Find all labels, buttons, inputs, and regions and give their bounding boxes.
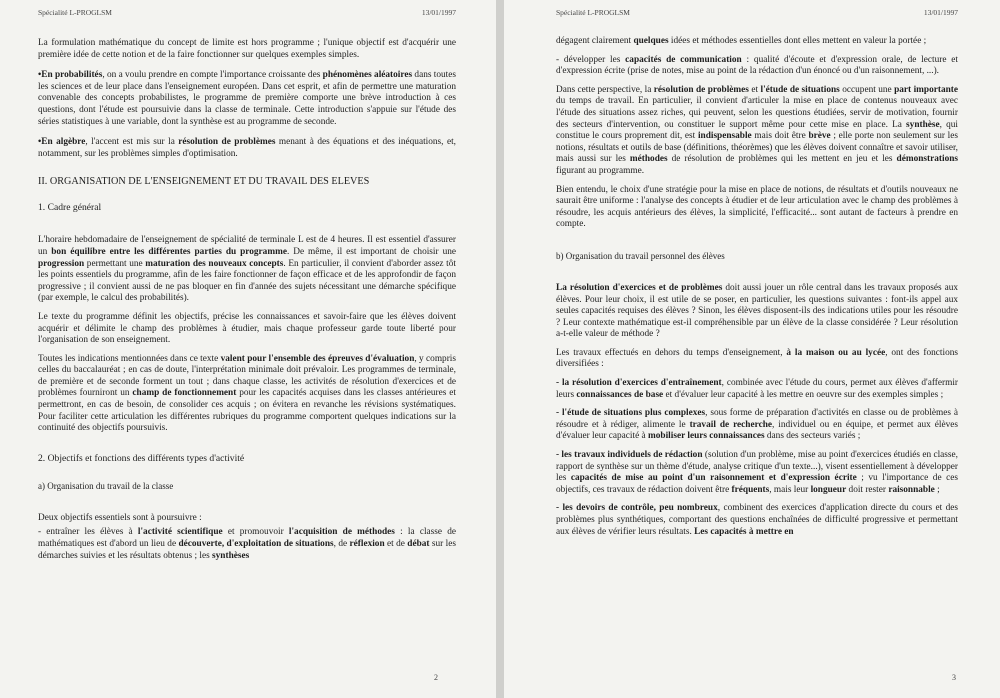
text-run: figurant au programme. bbox=[556, 165, 645, 176]
bold-text: part importante bbox=[894, 84, 959, 95]
paragraph-strategie: Bien entendu, le choix d'une stratégie pour la mise en place de notions, de résultats et d'outils nouveaux ne saurait être uniforme : l'analyse des concepts à étudier et de leur articulation avec le champ des problèmes à résoudre, les acquis antérieurs des élèves, la simplicité, l'efficacité... sont autant de facteurs à prendre en compte. bbox=[556, 184, 958, 230]
text-run: ; vu l'importance de ces objectifs, ces travaux de rédaction doivent être bbox=[556, 473, 958, 495]
paragraph-communication bbox=[556, 55, 958, 78]
bold-text: capacités de communication bbox=[625, 54, 742, 65]
subsection-heading-objectifs: 2. Objectifs et fonctions des différents types d'activité bbox=[38, 452, 245, 464]
running-header-date: 13/01/1997 bbox=[421, 8, 456, 17]
text-run: permettant une bbox=[84, 258, 146, 269]
paragraph-entrainement bbox=[556, 378, 958, 401]
bold-text: l'activité scientifique bbox=[137, 527, 223, 538]
text-run: occupent une bbox=[839, 84, 895, 95]
page-left bbox=[0, 0, 496, 698]
bold-text: travail de recherche bbox=[689, 419, 772, 430]
text-run: , sous forme de préparation d'activités en classe ou de problèmes à résoudre et à rédiger, alimente le bbox=[556, 408, 958, 430]
text-run: - développer les bbox=[556, 54, 626, 65]
text-run: , qui constitue le cours proprement dit, est bbox=[556, 119, 958, 142]
text-run: , ont des fonctions diversifiées : bbox=[556, 347, 958, 370]
text-run: et bbox=[748, 84, 761, 95]
paragraph-entrainer bbox=[38, 527, 456, 562]
text-run: : qualité d'écoute et d'expression orale, de lecture et d'expression écrite (prise de notes, mise au point de la rédaction d'un énoncé ou d'un raisonnement, ...). bbox=[556, 54, 958, 77]
bold-text: brève bbox=[808, 131, 831, 142]
text-run: dans des secteurs variés ; bbox=[764, 431, 861, 442]
text-run: mais doit être bbox=[751, 131, 809, 142]
bold-text: démonstrations bbox=[896, 154, 959, 165]
bold-text: réflexion bbox=[349, 539, 385, 550]
bold-text: La résolution d'exercices et de problèmes bbox=[556, 282, 723, 293]
bold-text: champ de fonctionnement bbox=[132, 388, 237, 399]
text-run: . De même, il est important de choisir une bbox=[286, 246, 456, 257]
bold-text: méthodes bbox=[629, 154, 668, 165]
text-run: Toutes les indications mentionnées dans ce texte bbox=[38, 353, 221, 364]
paragraph-deux-objectifs: Deux objectifs essentiels sont à poursuivre : bbox=[38, 512, 202, 523]
text-run: doit rester bbox=[846, 484, 889, 495]
text-run: : la classe de mathématiques est d'abord un lieu de bbox=[38, 527, 457, 550]
bold-text: longueur bbox=[810, 484, 847, 495]
bold-text: découverte, d'exploitation de situations bbox=[178, 539, 334, 550]
bold-text: - les travaux individuels de rédaction bbox=[556, 450, 703, 461]
text-run: - entraîner les élèves à bbox=[38, 527, 138, 538]
text-run: menant à des équations et des inéquations, et, notamment, sur les problèmes simples d'optimisation. bbox=[38, 137, 456, 159]
running-header-date: 13/01/1997 bbox=[923, 8, 958, 17]
bold-text: raisonnable bbox=[888, 484, 935, 495]
bold-text: - l'étude de situations plus complexes bbox=[556, 408, 706, 419]
running-header-title: Spécialité L-PROGLSM bbox=[556, 8, 630, 17]
bold-text: débat bbox=[407, 539, 430, 550]
text-run: , combinent des exercices d'application directe du cours et des problèmes plus synthétiques, comportant des questions enchaînées de difficulté progressive et permettant aux élèves de vérifier leurs résultats. bbox=[556, 503, 958, 537]
text-run: , individuel ou en équipe, et permet aux élèves d'évaluer leur capacité à bbox=[556, 419, 958, 442]
text-run: Dans cette perspective, la bbox=[556, 84, 654, 95]
text-run: pour les capacités acquises dans les classes antérieures et permettront, en cas de besoin, de consolider ces acquis ; on évitera en revanche les révisions systématiques. Pour faciliter cette articulation les différentes rubriques du programme comportent quelques indications sur la continuité des objectifs poursuivis. bbox=[38, 388, 456, 434]
bold-text: phénomènes aléatoires bbox=[322, 70, 413, 81]
text-run: , y compris celles du baccalauréat ; en cas de doute, l'interprétation minimale doit prévaloir. Les programmes de terminale, de première et de seconde forment un tout ; dans chaque classe, les activités de résolution d'exercices et de problèmes fourniront un bbox=[38, 353, 457, 399]
paragraph-resolution bbox=[556, 283, 958, 341]
paragraph-perspective bbox=[556, 85, 958, 178]
text-run: , on a voulu prendre en compte l'importance croissante des bbox=[102, 70, 323, 81]
bold-text: •En probabilités bbox=[38, 70, 103, 81]
text-run: , mais leur bbox=[769, 484, 811, 495]
paragraph-situations bbox=[556, 408, 958, 443]
page-number: 2 bbox=[434, 673, 438, 682]
bold-text: valent pour l'ensemble des épreuves d'évaluation bbox=[220, 353, 415, 364]
bold-text: l'étude de situations bbox=[760, 84, 840, 95]
bold-text: - les devoirs de contrôle, peu nombreux bbox=[556, 503, 718, 514]
subsection-heading-cadre: 1. Cadre général bbox=[38, 202, 102, 214]
bold-text: Les capacités à mettre en bbox=[694, 526, 794, 537]
paragraph-limite: La formulation mathématique du concept de limite est hors programme ; l'unique objectif est d'acquérir une première idée de cette notion et de la faire fonctionner sur quelques exemples simples. bbox=[38, 38, 456, 60]
text-run: L'horaire hebdomadaire de l'enseignement de spécialité de terminale L est de 4 heures. Il est essentiel d'assurer un bbox=[38, 235, 456, 257]
text-run: , combinée avec l'étude du cours, permet aux élèves d'affermir leurs bbox=[556, 378, 958, 400]
bold-text: synthèses bbox=[212, 550, 250, 561]
page-gutter bbox=[496, 0, 504, 698]
paragraph-texte-programme: Le texte du programme définit les objectifs, précise les connaissances et savoir-faire que les élèves doivent acquérir et délimite le champ des problèmes à étudier, mais chaque professeur garde toute liberté pour l'organisation de son enseignement. bbox=[38, 311, 456, 346]
bold-text: l'acquisition de méthodes bbox=[288, 527, 395, 538]
text-run: Les travaux effectués en dehors du temps d'enseignement, bbox=[556, 347, 787, 358]
bold-text: - la résolution d'exercices d'entraînement bbox=[556, 378, 722, 389]
page-right bbox=[504, 0, 1000, 698]
bold-text: synthèse bbox=[906, 119, 940, 130]
text-run: , de bbox=[333, 539, 350, 550]
bold-text: mobiliser leurs connaissances bbox=[648, 431, 765, 442]
text-run: du temps de travail. En particulier, il convient d'articuler la mise en place de contenus nouveaux avec l'étude des situations assez riches, qui peuvent, selon les questions étudiées, servir de motivation, fournir des secteurs d'intervention, ou constituer le support même pour cette mise en place. La bbox=[556, 96, 958, 130]
text-run: doit aussi jouer un rôle central dans les travaux proposés aux élèves. Pour leur choix, il est utile de se poser, en particulier, les questions suivantes : font-ils appel aux seules capacités requises des élèves ? Sinon, les élèves disposent-ils des indications utiles pour les résoudre ? Leur contexte mathématique est-il compréhensible par un élève de la classe considérée ? Leur résolution a-t-elle valeur de méthode ? bbox=[556, 282, 958, 340]
paragraph-algebre bbox=[38, 137, 456, 160]
text-run: et d'évaluer leur capacité à les mettre en oeuvre sur des exemples simples ; bbox=[663, 389, 944, 400]
sub-subsection-heading-classe: a) Organisation du travail de la classe bbox=[38, 480, 174, 491]
paragraph-probabilites bbox=[38, 70, 456, 128]
text-run: . En particulier, il convient d'aborder assez tôt les points essentiels du programme, afin de les faire fonctionner de façon efficace et de les approfondir de façon progressive ; il convient aussi de ne pas bloquer en fin d'année des sujets nécessitant une démarche spécifique (par exemple, le calcul des probabilités). bbox=[38, 258, 456, 304]
text-run: , l'accent est mis sur la bbox=[85, 137, 179, 148]
page-number: 3 bbox=[952, 673, 956, 682]
text-run: (solution d'un problème, mise au point d'exercices étudiés en classe, rapport de synthèse sur un thème d'étude, analyse critique d'un texte...), visent essentiellement à développer les bbox=[556, 450, 958, 484]
text-run: idées et méthodes essentielles dont elles mettent en valeur la portée ; bbox=[668, 36, 927, 46]
text-run: ; elle porte non seulement sur les notions, résultats et outils de base (définitions, théorèmes) que les élèves doivent connaître et savoir utiliser, mais aussi sur les bbox=[556, 131, 958, 165]
bold-text: maturation des nouveaux concepts bbox=[145, 258, 284, 269]
text-run: sur les démarches suivies et les résultats obtenus ; les bbox=[38, 539, 456, 561]
bold-text: indispensable bbox=[697, 131, 752, 142]
text-run: ; bbox=[934, 484, 940, 495]
sub-subsection-heading-eleves: b) Organisation du travail personnel des élèves bbox=[556, 250, 725, 261]
bold-text: connaissances de base bbox=[576, 389, 664, 400]
bold-text: •En algèbre bbox=[38, 137, 86, 148]
bold-text: fréquents bbox=[731, 484, 770, 495]
bold-text: résolution de problèmes bbox=[178, 137, 276, 148]
running-header-title: Spécialité L-PROGLSM bbox=[38, 8, 112, 17]
text-run: de résolution de problèmes qui les mettent en jeu et les bbox=[667, 154, 897, 165]
text-run: dans toutes les sciences et de leur place dans l'enseignement européen. Dans cet esprit, et afin de permettre une maturation convenable des concepts probabilistes, le programme de première comporte une brève introduction à ces questions, dont l'étude est poursuivie dans la classe de terminale. Cette introduction s'appuie sur l'étude des séries statistiques à une variable, dont la synthèse est au programme de seconde. bbox=[38, 70, 456, 127]
bold-text: capacités de mise au point d'un raisonnement et d'expression écrite bbox=[570, 473, 857, 484]
bold-text: à la maison ou au lycée bbox=[786, 347, 886, 358]
bold-text: résolution de problèmes bbox=[653, 84, 749, 95]
section-heading: II. ORGANISATION DE L'ENSEIGNEMENT ET DU TRAVAIL DES ELEVES bbox=[38, 176, 370, 188]
bold-text: bon équilibre entre les différentes parties du programme bbox=[51, 246, 287, 257]
paragraph-horaire bbox=[38, 235, 456, 305]
paragraph-syntheses-suite bbox=[556, 36, 958, 48]
bold-text: progression bbox=[38, 258, 85, 269]
paragraph-travaux bbox=[556, 348, 958, 371]
paragraph-indications bbox=[38, 354, 456, 435]
text-run: et promouvoir bbox=[222, 527, 289, 538]
page-left-body bbox=[38, 38, 456, 562]
paragraph-controle bbox=[556, 503, 958, 538]
text-run: et de bbox=[384, 539, 408, 550]
page-right-body bbox=[556, 36, 958, 538]
bold-text: quelques bbox=[633, 36, 669, 46]
text-run: dégagent clairement bbox=[556, 36, 634, 46]
paragraph-redaction bbox=[556, 450, 958, 496]
